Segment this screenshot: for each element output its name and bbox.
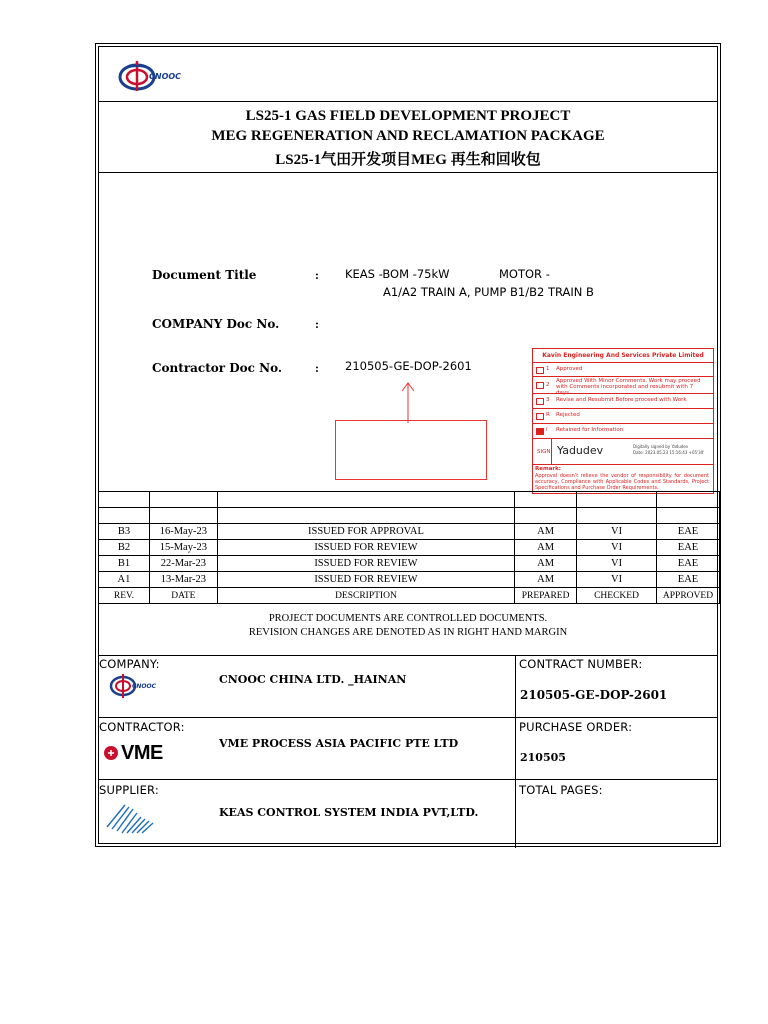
table-header-row: REV. DATE DESCRIPTION PREPARED CHECKED APPROVED <box>99 588 720 604</box>
company-doc-label: COMPANY Doc No. <box>152 317 280 331</box>
colon: : <box>315 361 319 375</box>
contractor-doc-value: 210505-GE-DOP-2601 <box>345 359 472 373</box>
stamp-remark: Remark: Approval doesn't relieve the vendor of responsibility for document accuracy, Compliance with Applicable Codes and Standards, Project Specifications and Purchase Order Requirements. <box>533 464 713 493</box>
colon: : <box>315 317 319 331</box>
purchase-order-label: PURCHASE ORDER: <box>519 720 633 734</box>
purchase-order-value: 210505 <box>520 751 566 764</box>
table-row: A1 13-Mar-23 ISSUED FOR REVIEW AM VI EAE <box>99 572 720 588</box>
contract-number-value: 210505-GE-DOP-2601 <box>520 688 668 702</box>
revision-table <box>98 491 720 604</box>
chinese-title: LS25-1气田开发项目MEG 再生和回收包 <box>275 152 541 168</box>
table-row: B3 16-May-23 ISSUED FOR APPROVAL AM VI EAE <box>99 524 720 540</box>
stamp-sign-row: SIGN Yadudev Digitally signed by Yadudev Date: 2023.05.23 15:16:43 +05'30' <box>533 438 713 465</box>
contractor-name: VME PROCESS ASIA PACIFIC PTE LTD <box>219 737 459 750</box>
contractor-label: CONTRACTOR: <box>99 720 185 734</box>
parties-divider <box>515 655 516 848</box>
notice-line-2: REVISION CHANGES ARE DENOTED AS IN RIGHT HAND MARGIN <box>248 627 568 638</box>
project-title: LS25-1 GAS FIELD DEVELOPMENT PROJECT <box>245 108 571 124</box>
table-row: B2 15-May-23 ISSUED FOR REVIEW AM VI EAE <box>99 540 720 556</box>
stamp-option: I Retained for Information <box>533 423 713 439</box>
annotation-box <box>335 420 487 480</box>
supplier-label: SUPPLIER: <box>99 783 159 797</box>
stamp-company: Kavin Engineering And Services Private Limited <box>542 352 704 359</box>
cnooc-small-logo-text: CNOOC <box>132 683 157 690</box>
cnooc-logo <box>115 53 187 99</box>
vme-logo-icon <box>103 745 119 761</box>
signer-name: Yadudev <box>557 444 604 457</box>
checked-checkbox-icon <box>536 428 544 435</box>
vme-logo <box>101 742 171 766</box>
document-cover-sheet <box>95 43 721 847</box>
checkbox-icon <box>536 413 544 420</box>
notice-line-1: PROJECT DOCUMENTS ARE CONTROLLED DOCUMENTS. <box>268 613 548 624</box>
stamp-option: 3 Revise and Resubmit Before proceed with Work <box>533 393 713 409</box>
total-pages-label: TOTAL PAGES: <box>519 783 603 797</box>
document-title-value-line2: A1/A2 TRAIN A, PUMP B1/B2 TRAIN B <box>383 285 594 299</box>
colon: : <box>315 268 319 282</box>
document-title-value: KEAS -BOM -75kW <box>345 267 450 281</box>
stamp-option: R Rejected <box>533 408 713 424</box>
checkbox-icon <box>536 382 544 389</box>
cnooc-small-logo <box>107 669 157 701</box>
vme-logo-text: VME <box>121 742 163 764</box>
supplier-name: KEAS CONTROL SYSTEM INDIA PVT,LTD. <box>219 806 479 819</box>
table-row: B1 22-Mar-23 ISSUED FOR REVIEW AM VI EAE <box>99 556 720 572</box>
checkbox-icon <box>536 367 544 374</box>
cnooc-logo-text: CNOOC <box>149 72 182 81</box>
checkbox-icon <box>536 398 544 405</box>
contract-number-label: CONTRACT NUMBER: <box>519 657 643 671</box>
annotation-arrow-icon <box>399 379 419 425</box>
document-title-label: Document Title <box>152 268 257 282</box>
document-title-motor: MOTOR - <box>499 267 550 281</box>
company-name: CNOOC CHINA LTD. _HAINAN <box>219 673 407 686</box>
stamp-option: 2 Approved With Minor Comments. Work may proceed with Comments incorporated and resubmit with 7 days <box>533 376 713 394</box>
approval-stamp <box>532 348 714 494</box>
company-label: COMPANY: <box>99 657 160 671</box>
stamp-option: 1 Approved <box>533 362 713 377</box>
contractor-doc-label: Contractor Doc No. <box>152 361 283 375</box>
package-title: MEG REGENERATION AND RECLAMATION PACKAGE <box>211 128 605 144</box>
cover-frame <box>98 46 718 844</box>
keas-logo <box>103 797 159 837</box>
